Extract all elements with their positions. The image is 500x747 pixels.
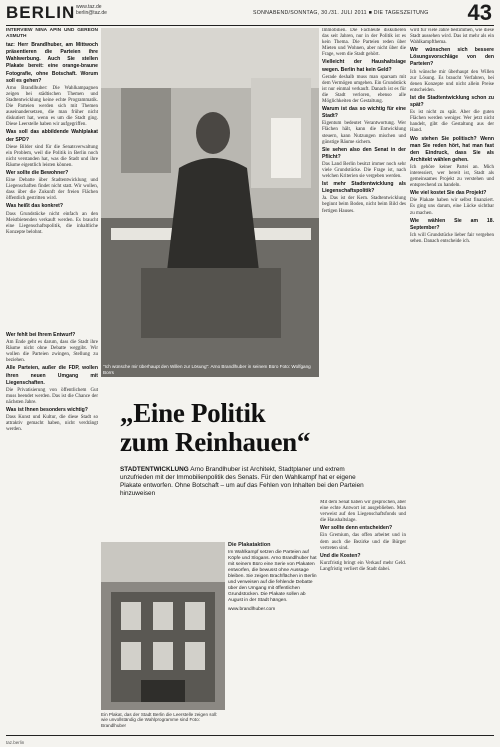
- answer: Kurzfristig bringt ein Verkauf mehr Geld. Langfristig verliert die Stadt dabei.: [320, 560, 406, 572]
- question: Warum ist das so wichtig für eine Stadt?: [322, 106, 406, 120]
- question: Ist mehr Stadtentwicklung als Liegenschaftspolitik?: [322, 181, 406, 195]
- section-contact: [76, 4, 107, 16]
- question: Wir wünschen sich bessere Lösungsvorschläge von den Parteien?: [410, 47, 494, 68]
- answer: Die Privatisierung von öffentlichem Gut muss beendet werden. Das ist die Chance der nächsten Jahre.: [6, 387, 98, 405]
- interview-byline: INTERVIEW NINA APIN UND GEREON ASMUTH: [6, 28, 98, 40]
- answer: Ich wünsche mir überhaupt den Willen zur Lösung. Es braucht Verfahren, bei denen Konzepte und nicht allein Preise entscheiden.: [410, 69, 494, 93]
- answer: Ein Gremium, das offen arbeitet und in dem auch die Bezirke und die Bürger vertreten sind.: [320, 533, 406, 551]
- section-title: BERLIN: [6, 3, 76, 22]
- page-number: 43: [467, 0, 492, 25]
- info-box: [228, 542, 318, 714]
- answer: Diese Bilder sind für die Senatsverwaltung ein Problem, weil die Politik in Berlin noch nicht verstanden hat, was die Stadt und ihre Räume eigentlich leisten können.: [6, 144, 98, 168]
- article-column-1: [6, 28, 98, 328]
- portrait-photo: [101, 28, 319, 377]
- question: Ist die Stadtentwicklung schon zu spät?: [410, 94, 494, 109]
- photo-credit: Foto: Brandlhuber: [101, 717, 200, 728]
- question: Wer fehlt bei Ihrem Entwurf?: [6, 332, 76, 338]
- question: Was soll das abbildende Wahlplakat der SPD?: [6, 129, 98, 143]
- question: Wer sollte denn entscheiden?: [320, 525, 393, 532]
- article-lead: [120, 466, 370, 498]
- answer: Die Plakate haben wir selbst finanziert. Es ging uns darum, eine Lücke sichtbar zu machen.: [410, 198, 494, 216]
- question: Was ist Ihnen besonders wichtig?: [6, 407, 88, 414]
- question: Alle Parteien, außer die FDP, wollen ihren neuen Umgang mit Liegenschaften.: [6, 365, 98, 386]
- answer: Arno Brandlhuber: Die Wahlkampagnen zeigen bei städtischen Themen und Stadtentwicklung keine echte Programmatik. Die Parteien werden sich mit Themen auseinandersetzen, die man früher nicht diskutiert hat, wenn es um die Stadt ging. Diese Leerstelle haben wir aufgegriffen.: [6, 85, 98, 128]
- dateline: [253, 10, 429, 16]
- photo-caption: "Ich wünsche mir überhaupt den Willen zur Lösung": Arno Brandlhuber in seinem Büro Foto: Wolfgang Borrs: [103, 364, 311, 375]
- answer: Ich gehöre keiner Partei an. Mich interessiert, wer bereit ist, Stadt als gemeinsames Projekt zu verstehen und entsprechend zu handeln.: [410, 164, 494, 189]
- lead-text: Arno Brandlhuber ist Architekt, Stadtplaner und extrem unzufrieden mit der Immobilienpolitik des Senats. Für den Wahlkampf hat er eigene Plakate entworfen. Ohne Botschaft – um auf das Fehlen von Inhalten bei den Parteien hinzuweisen: [120, 466, 364, 497]
- photo-credit: Foto: Wolfgang Borrs: [103, 364, 311, 375]
- office-scene-image: [101, 28, 319, 377]
- answer: Das Land Berlin besitzt immer noch sehr viele Grundstücke. Die Frage ist, nach welchen Kriterien sie vergeben werden.: [322, 161, 406, 180]
- question: Wo stehen Sie politisch? Wenn man Sie reden hört, hat man fast den Eindruck, dass Sie als Architekt wählen gehen.: [410, 135, 494, 163]
- question: Was heißt das konkret?: [6, 203, 63, 210]
- answer: Eine Debatte über Stadtentwicklung und Liegenschaften findet nicht statt. Wir wollen, dass über die Zukunft der freien Flächen öffentlich gestritten wird.: [6, 178, 98, 202]
- info-box-title: Die Plakataktion: [228, 542, 271, 548]
- building-facade-image: [101, 542, 225, 710]
- answer: Immobilien. Die Fachleute diskutieren das seit Jahren, nur in der Politik ist es kein Thema. Die Parteien reden über Mieten und Wohnen, aber nicht über die Frage, wem die Stadt gehört.: [322, 28, 406, 58]
- footer-rule: [6, 735, 494, 736]
- info-box-link[interactable]: www.brandlhuber.com: [228, 607, 276, 612]
- paper-name: DIE TAGESZEITUNG: [373, 10, 429, 16]
- building-photo: [101, 542, 225, 710]
- question: Sie sehen also den Senat in der Pflicht?: [322, 146, 406, 160]
- answer: Ich will Grundstücke lieber fair vergeben sehen. Danach entscheide ich.: [410, 232, 494, 244]
- page-footer: taz.berlin: [6, 740, 25, 745]
- answer: Am Ende geht es darum, dass die Stadt ihre Räume nicht ohne Debatte weggibt. Wir wollen die Parteien zwingen, Stellung zu beziehen.: [6, 340, 98, 364]
- question: Wer sollte die Bewohner?: [6, 169, 69, 176]
- question: Wie wählen Sie am 18. September?: [410, 217, 494, 231]
- issue-date: SONNABEND/SONNTAG, 30./31. JULI 2011: [253, 10, 367, 16]
- headline-line-1: „Eine Politik: [120, 398, 266, 428]
- answer: Dass Kunst und Kultur, die diese Stadt so attraktiv gemacht haben, nicht verdrängt werden.: [6, 415, 98, 433]
- lead-kicker: STADTENTWICKLUNG: [120, 466, 189, 473]
- email-link[interactable]: berlin@taz.de: [76, 10, 107, 16]
- article-column-1-bottom: [6, 332, 98, 724]
- info-box-text: Im Wahlkampf setzen die Parteien auf Köpfe und Slogans. Arno Brandlhuber hat mit seinem Büro eine Serie von Plakaten entworfen, die bewusst ohne Aussage bleiben. Sie zeigen Brachflächen in Berlin und verweisen auf die fehlende Debatte über den Umgang mit öffentlichen Grundstücken. Die Plakate sollen ab August in der Stadt hängen.: [228, 550, 317, 603]
- question: Wie viel kostet Sie das Projekt?: [410, 190, 487, 197]
- answer: Dass Grundstücke nicht einfach an den Meistbietenden verkauft werden. Es braucht eine Liegenschaftspolitik, die inhaltliche Konzepte belohnt.: [6, 211, 98, 235]
- article-column-2-bottom: [320, 500, 406, 724]
- article-column-4: [322, 28, 406, 393]
- header-rule: [6, 25, 494, 26]
- answer: Mit dem Senat haben wir gesprochen, aber eine echte Antwort ist ausgeblieben. Man verweist auf den Liegenschaftsfonds und die Haushaltslage.: [320, 500, 406, 524]
- answer: Eigentum bedeutet Verantwortung. Wer Flächen hält, kann die Entwicklung steuern, kann Nutzungen mischen und günstige Räume sichern.: [322, 121, 406, 145]
- answer: Ja. Das ist der Kern. Stadtentwicklung beginnt beim Boden, nicht beim Bild des fertigen Hauses.: [322, 196, 406, 214]
- question: Und die Kosten?: [320, 552, 361, 559]
- article-headline: [120, 399, 350, 457]
- separator-icon: ■: [368, 10, 374, 16]
- bottom-photo-caption: Ein Plakat, das der Stadt Berlin die Leerstelle zeigen soll: wie unvollständig die Wahlprogramme sind Foto: Brandlhuber: [101, 712, 218, 728]
- question: Vielleicht der Haushaltslage wegen. Berlin hat kein Geld?: [322, 59, 406, 73]
- article-column-5: [410, 28, 494, 728]
- question: taz: Herr Brandlhuber, am Mittwoch präsentieren die Parteien ihre Wahlwerbung. Auch Sie stellen Plakate bereit: eine orange-braune Fotografie, ohne Botschaft. Worum soll es gehen?: [6, 42, 98, 84]
- web-link[interactable]: www.taz.de: [76, 4, 102, 10]
- answer: Es ist nicht zu spät. Aber die guten Flächen werden weniger. Wer jetzt nicht handelt, gibt die Gestaltung aus der Hand.: [410, 110, 494, 134]
- answer: wird für viele Jahre bestimmen, wie diese Stadt aussehen wird. Das ist mehr als ein Wahlkampfthema.: [410, 28, 494, 46]
- headline-line-2: zum Reinhauen“: [120, 427, 311, 457]
- answer: Gerade deshalb muss man sparsam mit dem Vermögen umgehen. Ein Grundstück ist nur einmal verkauft. Danach ist es für die Stadt verloren, ebenso alle Möglichkeiten der Gestaltung.: [322, 74, 406, 105]
